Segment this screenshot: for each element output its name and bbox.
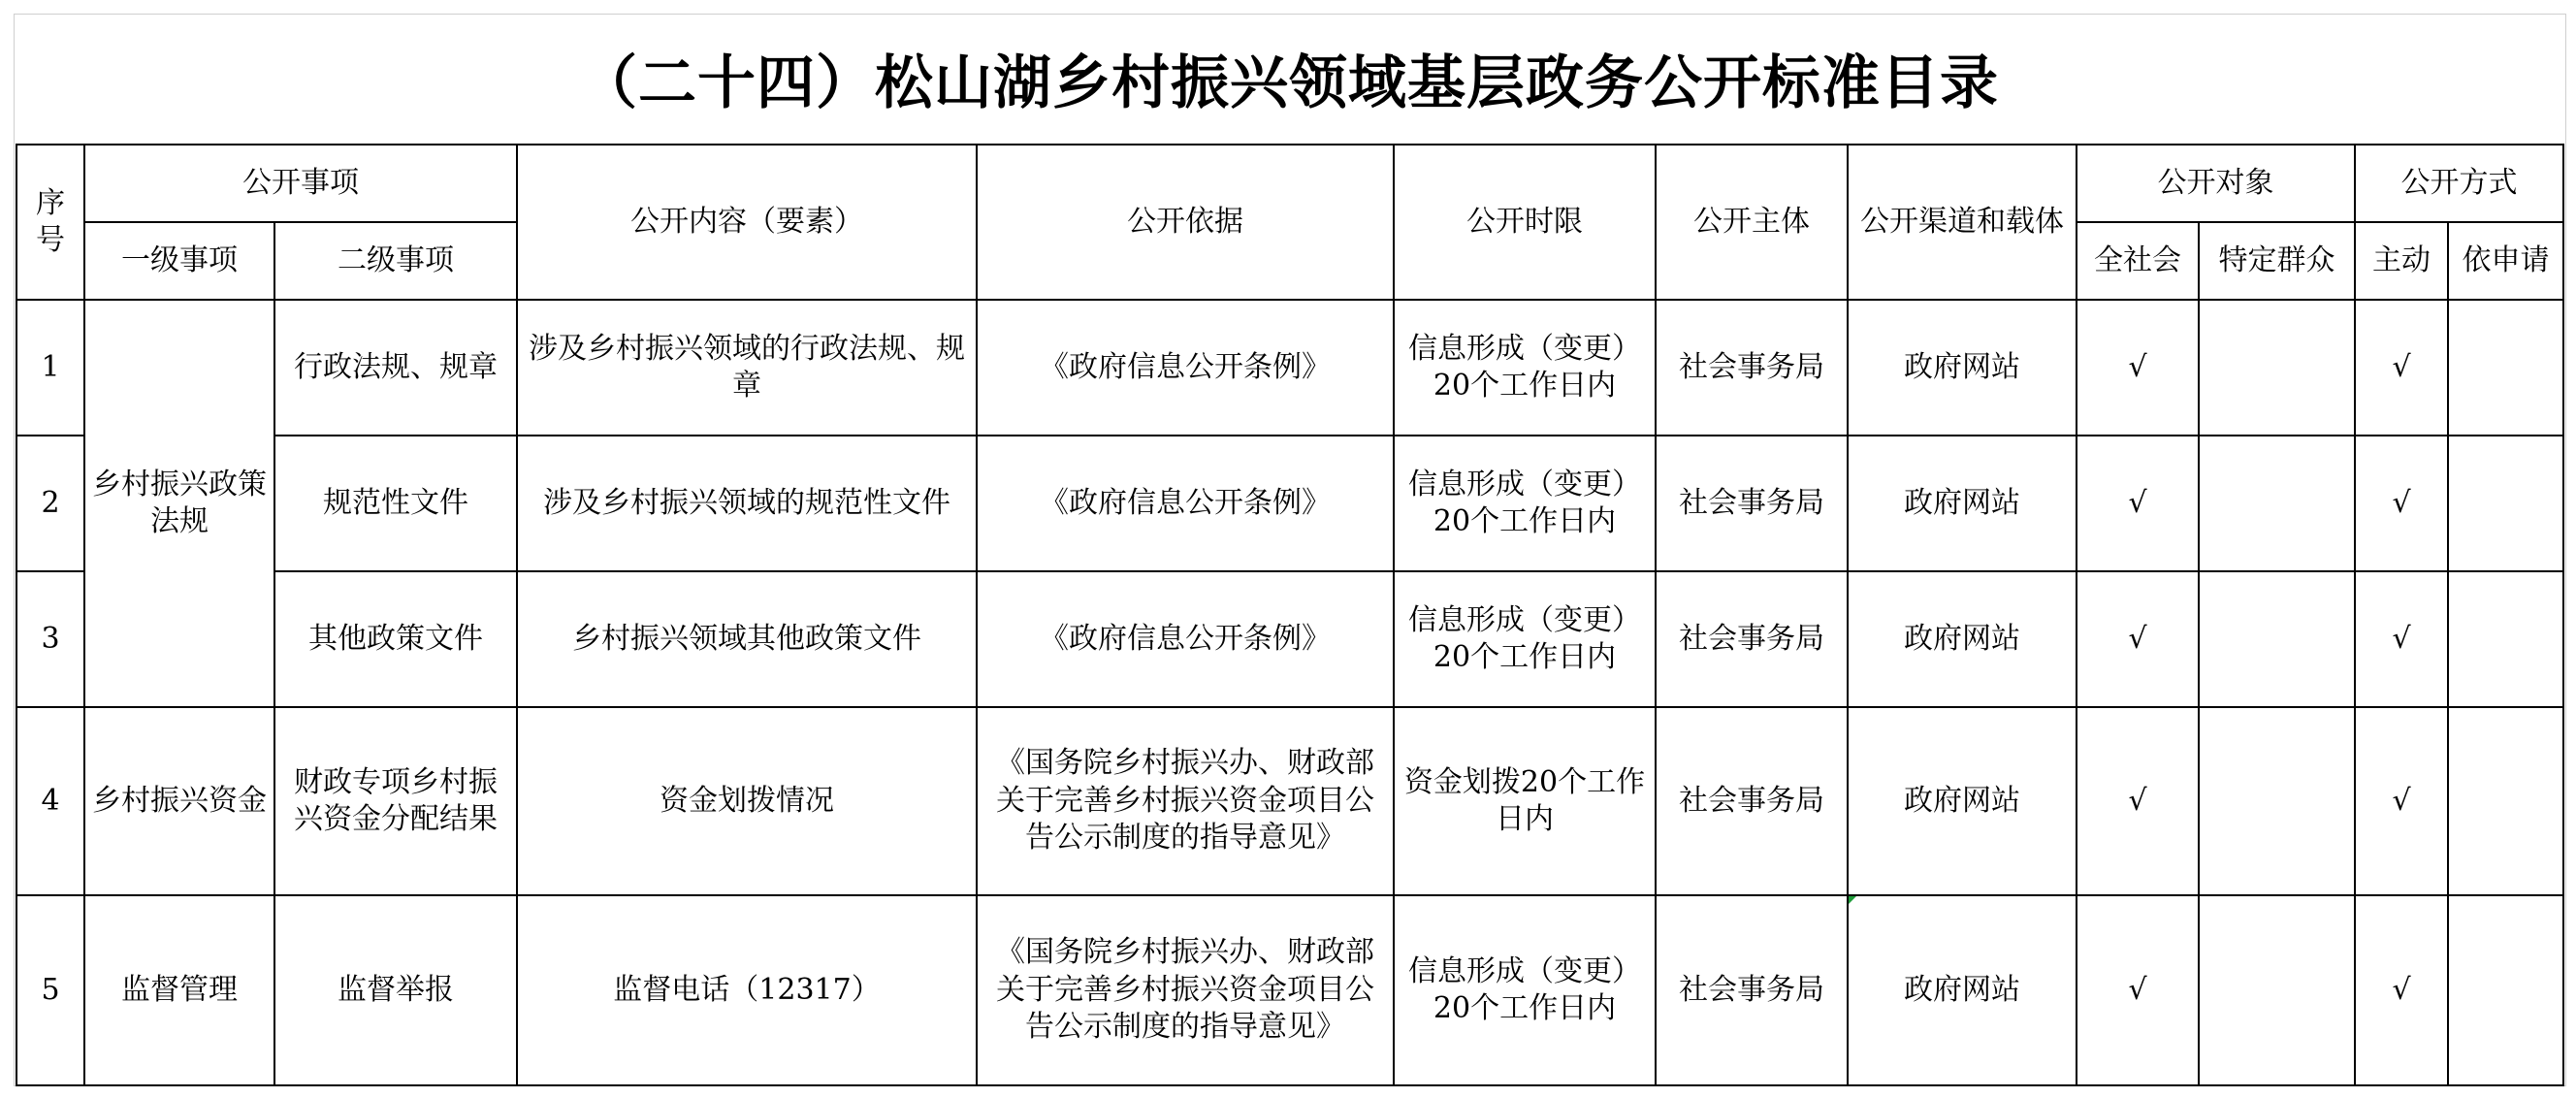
header-basis: 公开依据 bbox=[977, 145, 1394, 300]
cell-time-limit: 信息形成（变更）20个工作日内 bbox=[1394, 895, 1656, 1085]
cell-basis: 《国务院乡村振兴办、财政部关于完善乡村振兴资金项目公告公示制度的指导意见》 bbox=[977, 895, 1394, 1085]
cell-level2: 财政专项乡村振兴资金分配结果 bbox=[274, 707, 517, 895]
cell-level2: 监督举报 bbox=[274, 895, 517, 1085]
cell-seq: 1 bbox=[16, 300, 84, 436]
cell-on-request bbox=[2448, 300, 2563, 436]
cell-level1: 乡村振兴资金 bbox=[84, 707, 274, 895]
cell-time-limit: 信息形成（变更）20个工作日内 bbox=[1394, 571, 1656, 707]
cell-specific-groups bbox=[2199, 436, 2355, 571]
cell-seq: 2 bbox=[16, 436, 84, 571]
cell-seq: 4 bbox=[16, 707, 84, 895]
cell-time-limit: 信息形成（变更）20个工作日内 bbox=[1394, 436, 1656, 571]
cell-channel: 政府网站 bbox=[1848, 571, 2077, 707]
cell-active-check: √ bbox=[2355, 571, 2448, 707]
cell-level2: 行政法规、规章 bbox=[274, 300, 517, 436]
table-row bbox=[16, 895, 2563, 1085]
cell-level2: 规范性文件 bbox=[274, 436, 517, 571]
cell-channel: 政府网站 bbox=[1848, 436, 2077, 571]
cell-content: 涉及乡村振兴领域的行政法规、规章 bbox=[517, 300, 977, 436]
cell-content: 监督电话（12317） bbox=[517, 895, 977, 1085]
cell-specific-groups bbox=[2199, 300, 2355, 436]
cell-subject: 社会事务局 bbox=[1656, 571, 1848, 707]
cell-content: 乡村振兴领域其他政策文件 bbox=[517, 571, 977, 707]
cell-specific-groups bbox=[2199, 895, 2355, 1085]
table-row bbox=[16, 571, 2563, 707]
cell-seq: 3 bbox=[16, 571, 84, 707]
cell-level1: 监督管理 bbox=[84, 895, 274, 1085]
cell-on-request bbox=[2448, 707, 2563, 895]
header-matters: 公开事项 bbox=[84, 145, 517, 222]
cell-time-limit: 资金划拨20个工作日内 bbox=[1394, 707, 1656, 895]
header-level2: 二级事项 bbox=[274, 222, 517, 300]
cell-whole-society-check: √ bbox=[2077, 895, 2199, 1085]
cell-specific-groups bbox=[2199, 707, 2355, 895]
header-time-limit: 公开时限 bbox=[1394, 145, 1656, 300]
header-level1: 一级事项 bbox=[84, 222, 274, 300]
page-title: （二十四）松山湖乡村振兴领域基层政务公开标准目录 bbox=[579, 49, 1999, 117]
cell-subject: 社会事务局 bbox=[1656, 436, 1848, 571]
cell-whole-society-check: √ bbox=[2077, 707, 2199, 895]
header-audience: 公开对象 bbox=[2077, 145, 2355, 222]
header-on-request: 依申请 bbox=[2448, 222, 2563, 300]
cell-on-request bbox=[2448, 895, 2563, 1085]
cell-basis: 《政府信息公开条例》 bbox=[977, 571, 1394, 707]
cell-whole-society-check: √ bbox=[2077, 571, 2199, 707]
cell-basis: 《政府信息公开条例》 bbox=[977, 436, 1394, 571]
cell-whole-society-check: √ bbox=[2077, 300, 2199, 436]
header-specific-groups: 特定群众 bbox=[2199, 222, 2355, 300]
header-active: 主动 bbox=[2355, 222, 2448, 300]
cell-subject: 社会事务局 bbox=[1656, 300, 1848, 436]
cell-level1: 乡村振兴政策法规 bbox=[84, 300, 274, 707]
cell-level2: 其他政策文件 bbox=[274, 571, 517, 707]
cell-seq: 5 bbox=[16, 895, 84, 1085]
cell-whole-society-check: √ bbox=[2077, 436, 2199, 571]
header-subject: 公开主体 bbox=[1656, 145, 1848, 300]
cell-active-check: √ bbox=[2355, 895, 2448, 1085]
table-row bbox=[16, 707, 2563, 895]
table-row bbox=[16, 300, 2563, 436]
header-seq: 序号 bbox=[16, 145, 84, 300]
cell-basis: 《政府信息公开条例》 bbox=[977, 300, 1394, 436]
cell-channel bbox=[1848, 895, 2077, 1085]
cell-active-check: √ bbox=[2355, 300, 2448, 436]
header-content: 公开内容（要素） bbox=[517, 145, 977, 300]
cell-time-limit: 信息形成（变更）20个工作日内 bbox=[1394, 300, 1656, 436]
cell-specific-groups bbox=[2199, 571, 2355, 707]
cell-channel-text: 政府网站 bbox=[1904, 972, 2020, 1007]
cell-on-request bbox=[2448, 436, 2563, 571]
cell-channel: 政府网站 bbox=[1848, 300, 2077, 436]
cell-active-check: √ bbox=[2355, 707, 2448, 895]
header-channel: 公开渠道和载体 bbox=[1848, 145, 2077, 300]
cell-subject: 社会事务局 bbox=[1656, 895, 1848, 1085]
cell-content: 资金划拨情况 bbox=[517, 707, 977, 895]
cell-subject: 社会事务局 bbox=[1656, 707, 1848, 895]
header-whole-society: 全社会 bbox=[2077, 222, 2199, 300]
header-method: 公开方式 bbox=[2355, 145, 2563, 222]
cell-channel: 政府网站 bbox=[1848, 707, 2077, 895]
cell-content: 涉及乡村振兴领域的规范性文件 bbox=[517, 436, 977, 571]
table-row bbox=[16, 436, 2563, 571]
catalog-table bbox=[16, 144, 2564, 1086]
cell-active-check: √ bbox=[2355, 436, 2448, 571]
cell-on-request bbox=[2448, 571, 2563, 707]
cell-basis: 《国务院乡村振兴办、财政部关于完善乡村振兴资金项目公告公示制度的指导意见》 bbox=[977, 707, 1394, 895]
comment-indicator-icon bbox=[1849, 896, 1856, 904]
